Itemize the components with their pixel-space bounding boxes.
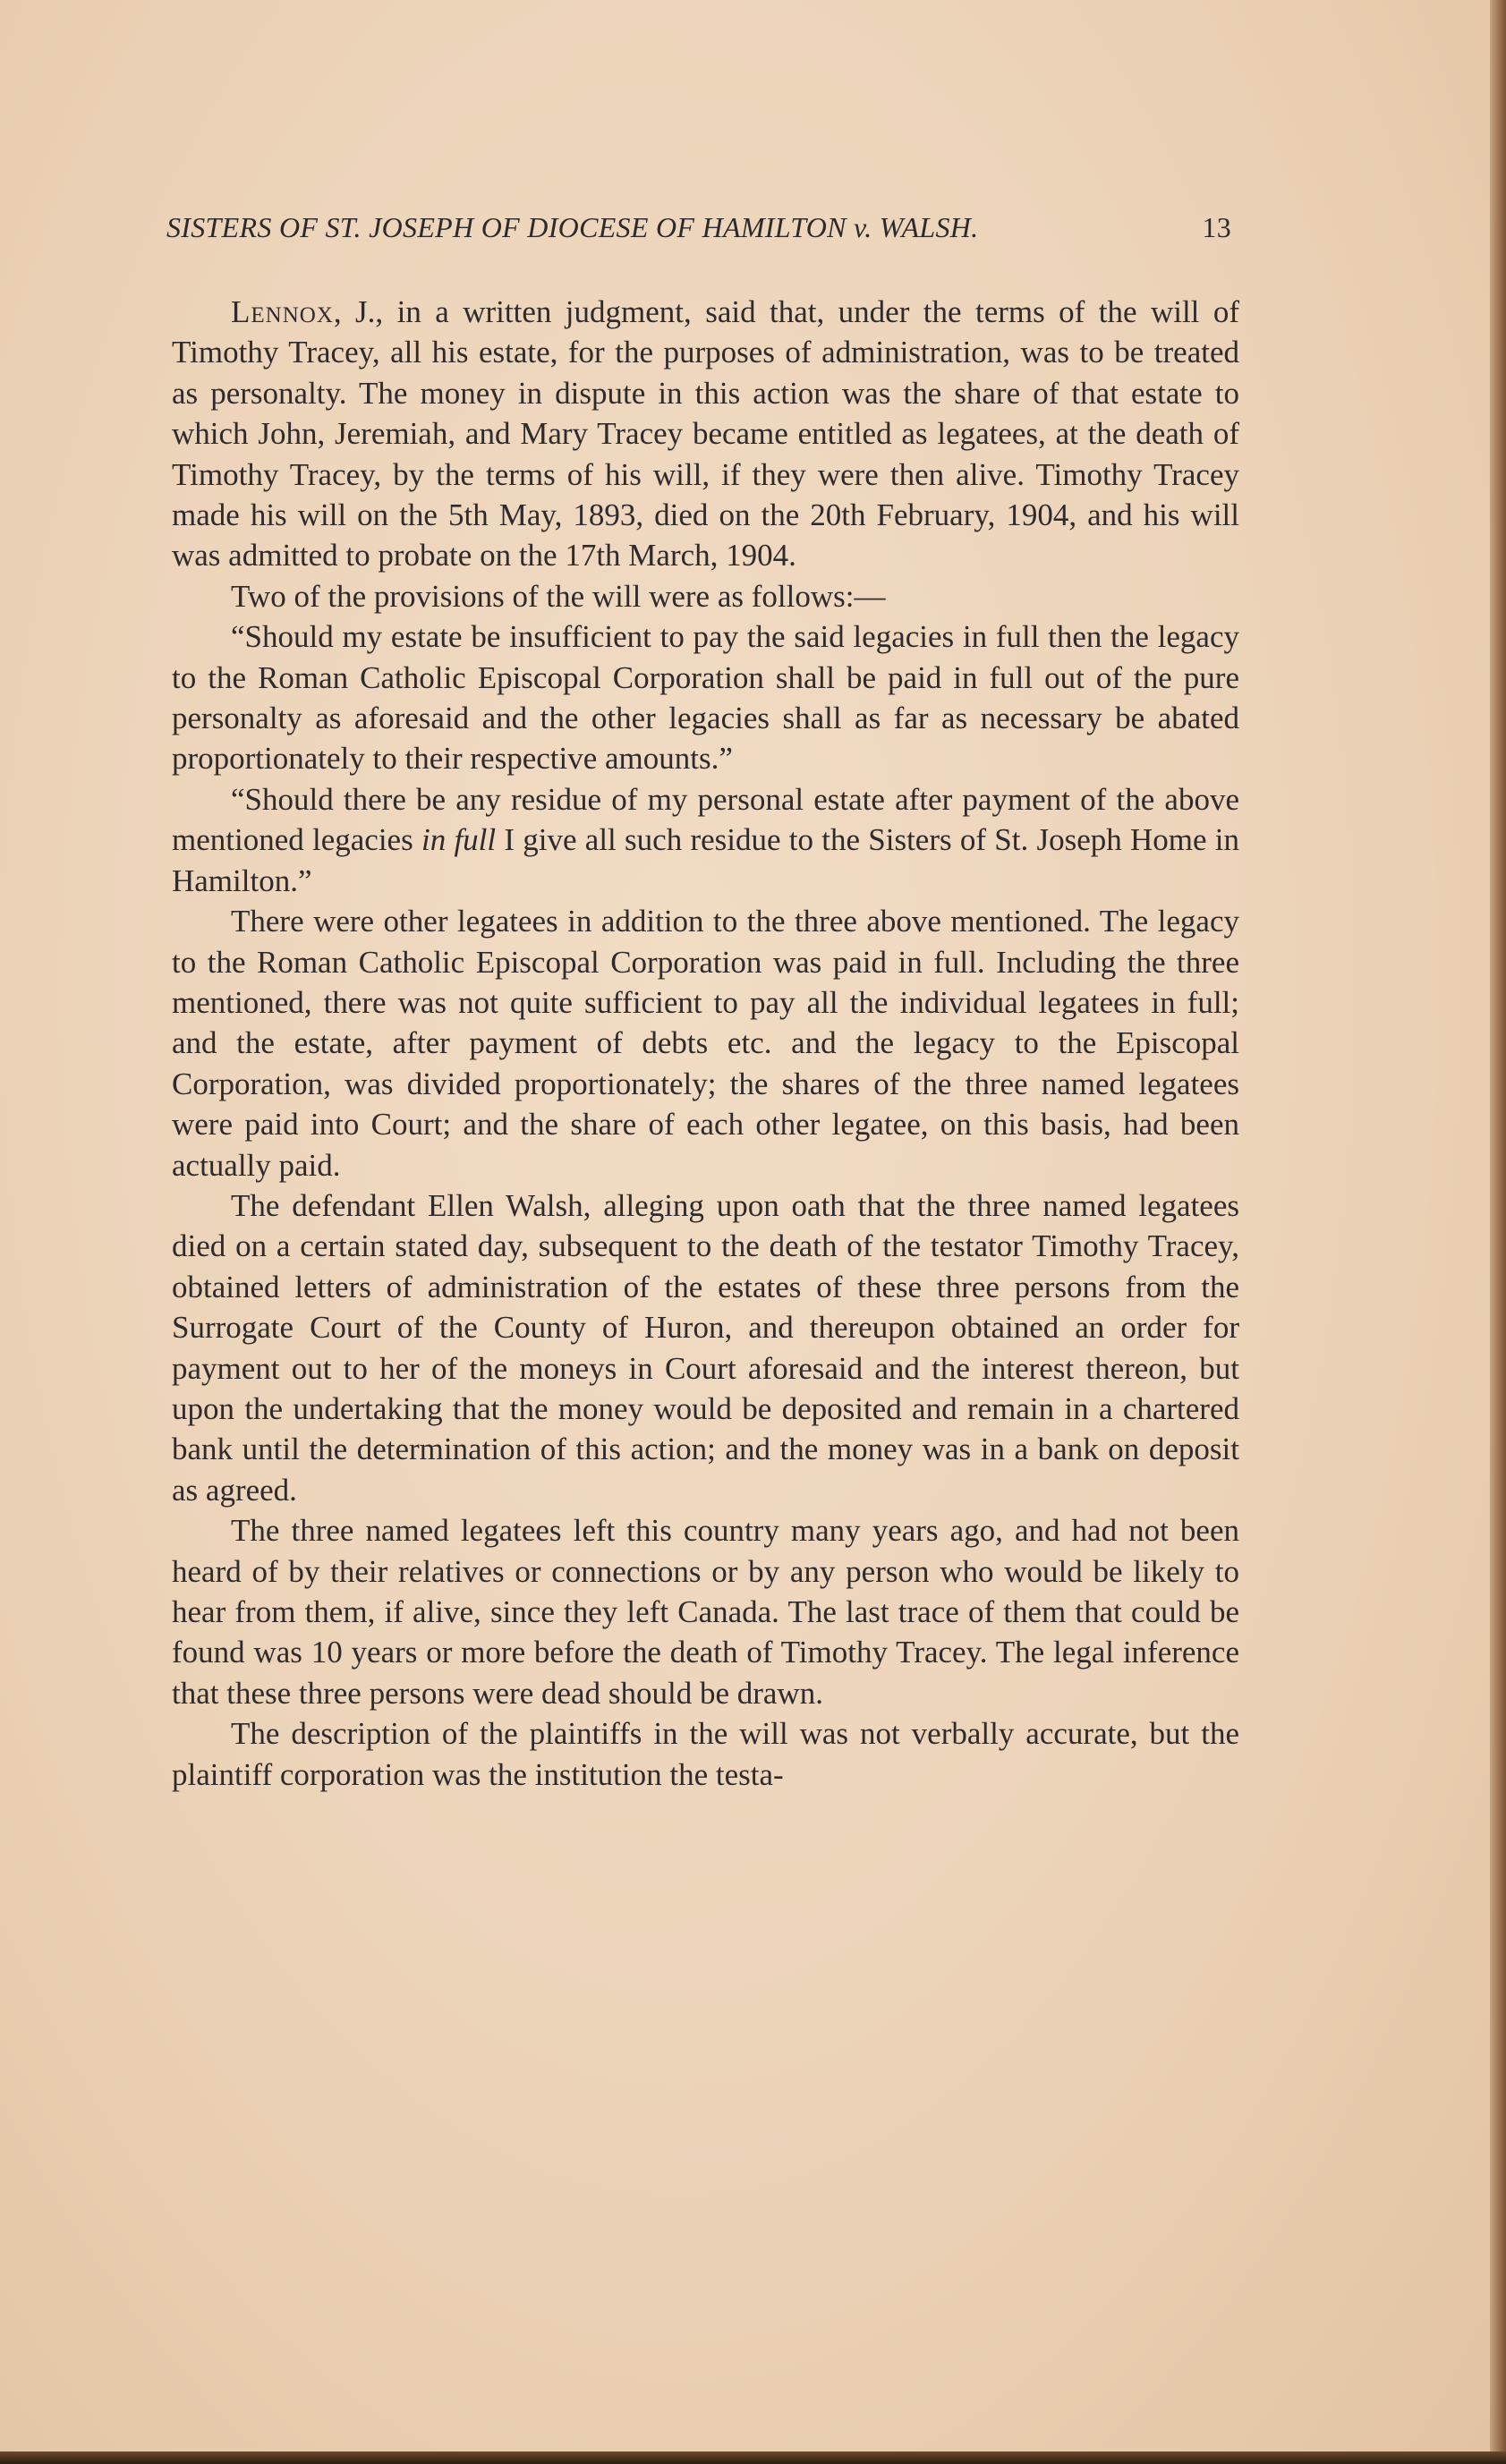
paragraph-4-text-b: I give all such residue to the Sisters of St. Joseph Home in Hamilton.” — [172, 822, 1239, 898]
running-title: SISTERS OF ST. JOSEPH OF DIOCESE OF HAMILTON v. WALSH. — [166, 211, 979, 243]
judge-name: Lennox — [231, 294, 334, 329]
paragraph-5: There were other legatees in addition to the three above mentioned. The legacy to the Roman Catholic Episcopal Corporation was paid in full. Including the three mentioned, there was not quite sufficient to pay all the individual legatees in full; and the estate, after payment of debts etc. and the legacy to the Episcopal Corporation, was divided proportionately; the shares of the three named legatees were paid into Court; and the share of each other legatee, on this basis, had been actually paid. — [172, 904, 1239, 1183]
paragraph-1 — [172, 292, 1239, 576]
paragraph-1-text: , J., in a written judgment, said that, under the terms of the will of Timothy Tracey, all his estate, for the purposes of administration, was to be treated as personalty. The money in dispute in this action was the share of that estate to which John, Jeremiah, and Mary Tracey became entitled as legatees, at the death of Timothy Tracey, by the terms of his will, if they were then alive. Timothy Tracey made his will on the 5th May, 1893, died on the 20th February, 1904, and his will was admitted to probate on the 17th March, 1904. — [172, 294, 1239, 574]
running-header — [166, 211, 1231, 244]
paragraph-7: The three named legatees left this country many years ago, and had not been heard of by their relatives or connections or by any person who would be likely to hear from them, if alive, since they left Canada. The last trace of them that could be found was 10 years or more before the death of Timothy Tracey. The legal inference that these three persons were dead should be drawn. — [172, 1513, 1239, 1711]
page-edge-shadow — [1490, 0, 1506, 2464]
paragraph-8: The description of the plaintiffs in the will was not verbally accurate, but the plaintiff corporation was the institution the testa- — [172, 1716, 1239, 1792]
paragraph-4-quote — [172, 779, 1239, 901]
paragraph-4-text-a: “Should there be any residue of my personal estate after payment of the above mentioned legacies — [172, 781, 1239, 858]
page-number: 13 — [1202, 211, 1231, 243]
paragraph-4-italic: in full — [421, 822, 497, 858]
paragraph-2: Two of the provisions of the will were as follows:— — [231, 578, 886, 614]
page-bottom-edge — [0, 2451, 1506, 2464]
paragraph-3-quote: “Should my estate be insufficient to pay the said legacies in full then the legacy to the Roman Catholic Episcopal Corporation shall be paid in full out of the pure personalty as aforesaid and the other legacies shall as far as necessary be abated proportionately to their respective amounts.” — [172, 619, 1239, 777]
body-text — [172, 292, 1239, 1795]
paragraph-6: The defendant Ellen Walsh, alleging upon oath that the three named legatees died on a certain stated day, subsequent to the death of the testator Timothy Tracey, obtained letters of administration of the estates of these three persons from the Surrogate Court of the County of Huron, and thereupon obtained an order for payment out to her of the moneys in Court aforesaid and the interest thereon, but upon the undertaking that the money would be deposited and remain in a chartered bank until the determination of this action; and the money was in a bank on deposit as agreed. — [172, 1187, 1239, 1508]
